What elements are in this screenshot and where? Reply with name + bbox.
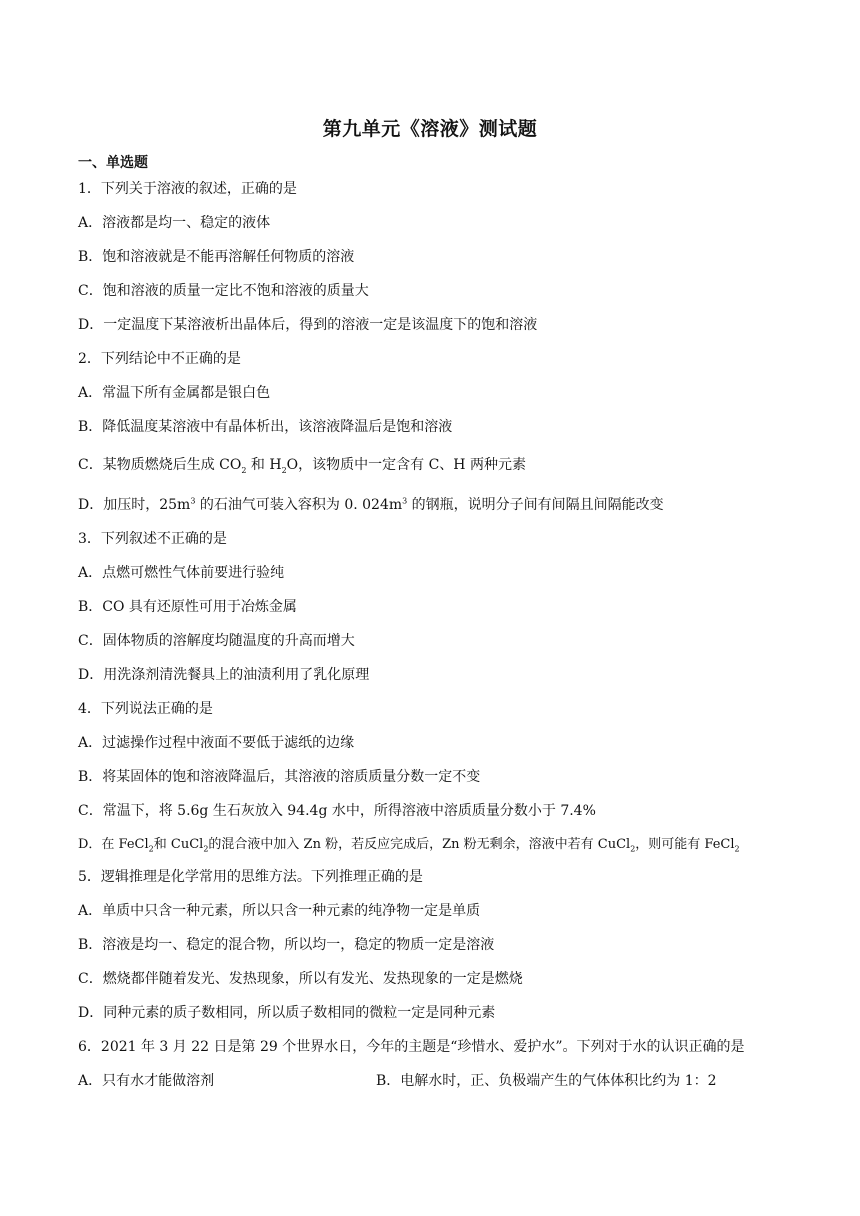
question-2-option-b: B．降低温度某溶液中有晶体析出，该溶液降温后是饱和溶液 (78, 419, 453, 435)
text-segment: O，该物质中一定含有 C、H 两种元素 (286, 457, 526, 473)
text-segment: D．加压时，25m (78, 497, 191, 513)
question-3-stem: 3．下列叙述不正确的是 (78, 531, 227, 547)
subscript: 2 (241, 465, 247, 475)
text-segment: 的石油气可装入容积为 0. 024m (195, 497, 403, 513)
question-1-option-a: A．溶液都是均一、稳定的液体 (78, 215, 271, 231)
question-4-option-d (78, 836, 740, 854)
text-segment: 的混合液中加入 Zn 粉，若反应完成后，Zn 粉无剩余，溶液中若有 CuCl (208, 837, 631, 852)
section-heading: 一、单选题 (78, 155, 148, 171)
question-3-option-b: B．CO 具有还原性可用于冶炼金属 (78, 599, 297, 615)
subscript: 2 (281, 465, 287, 475)
question-1-option-d: D．一定温度下某溶液析出晶体后，得到的溶液一定是该温度下的饱和溶液 (78, 317, 538, 333)
subscript: 2 (203, 844, 209, 854)
subscript: 2 (148, 844, 154, 854)
text-segment: ，则可能有 FeCl (635, 837, 735, 852)
question-4-option-b: B．将某固体的饱和溶液降温后，其溶液的溶质质量分数一定不变 (78, 769, 481, 785)
superscript: 3 (402, 496, 408, 506)
question-2-stem: 2．下列结论中不正确的是 (78, 351, 241, 367)
question-5-option-c: C．燃烧都伴随着发光、发热现象，所以有发光、发热现象的一定是燃烧 (78, 971, 523, 987)
question-6-option-b: B．电解水时，正、负极端产生的气体体积比约为 1：2 (376, 1073, 717, 1089)
question-3-option-d: D．用洗涤剂清洗餐具上的油渍利用了乳化原理 (78, 667, 370, 683)
question-5-option-d: D．同种元素的质子数相同，所以质子数相同的微粒一定是同种元素 (78, 1005, 496, 1021)
text-segment: C．某物质燃烧后生成 CO (78, 457, 242, 473)
question-2-option-c (78, 456, 526, 474)
question-1-option-c: C．饱和溶液的质量一定比不饱和溶液的质量大 (78, 283, 369, 299)
question-3-option-c: C．固体物质的溶解度均随温度的升高而增大 (78, 633, 355, 649)
question-4-option-a: A．过滤操作过程中液面不要低于滤纸的边缘 (78, 735, 355, 751)
question-2-option-a: A．常温下所有金属都是银白色 (78, 385, 271, 401)
question-1-stem: 1．下列关于溶液的叙述，正确的是 (78, 181, 297, 197)
subscript: 2 (734, 844, 740, 854)
question-2-option-d (78, 496, 664, 514)
text-segment: 和 H (246, 457, 282, 473)
question-5-option-a: A．单质中只含一种元素，所以只含一种元素的纯净物一定是单质 (78, 903, 481, 919)
question-5-stem: 5．逻辑推理是化学常用的思维方法。下列推理正确的是 (78, 869, 423, 885)
text-segment: 和 CuCl (153, 837, 204, 852)
question-6-option-a: A．只有水才能做溶剂 (78, 1073, 215, 1089)
question-6-stem: 6．2021 年 3 月 22 日是第 29 个世界水日，今年的主题是“珍惜水、爱护水”。下列对于水的认识正确的是 (78, 1039, 745, 1055)
superscript: 3 (190, 496, 196, 506)
question-1-option-b: B．饱和溶液就是不能再溶解任何物质的溶液 (78, 249, 355, 265)
text-segment: D．在 FeCl (78, 837, 149, 852)
question-3-option-a: A．点燃可燃性气体前要进行验纯 (78, 565, 285, 581)
question-4-stem: 4．下列说法正确的是 (78, 701, 213, 717)
subscript: 2 (630, 844, 636, 854)
question-5-option-b: B．溶液是均一、稳定的混合物，所以均一，稳定的物质一定是溶液 (78, 937, 495, 953)
page-title: 第九单元《溶液》测试题 (322, 118, 538, 140)
question-4-option-c: C．常温下，将 5.6g 生石灰放入 94.4g 水中，所得溶液中溶质质量分数小于 7.4% (78, 803, 596, 819)
text-segment: 的钢瓶，说明分子间有间隔且间隔能改变 (407, 497, 664, 513)
